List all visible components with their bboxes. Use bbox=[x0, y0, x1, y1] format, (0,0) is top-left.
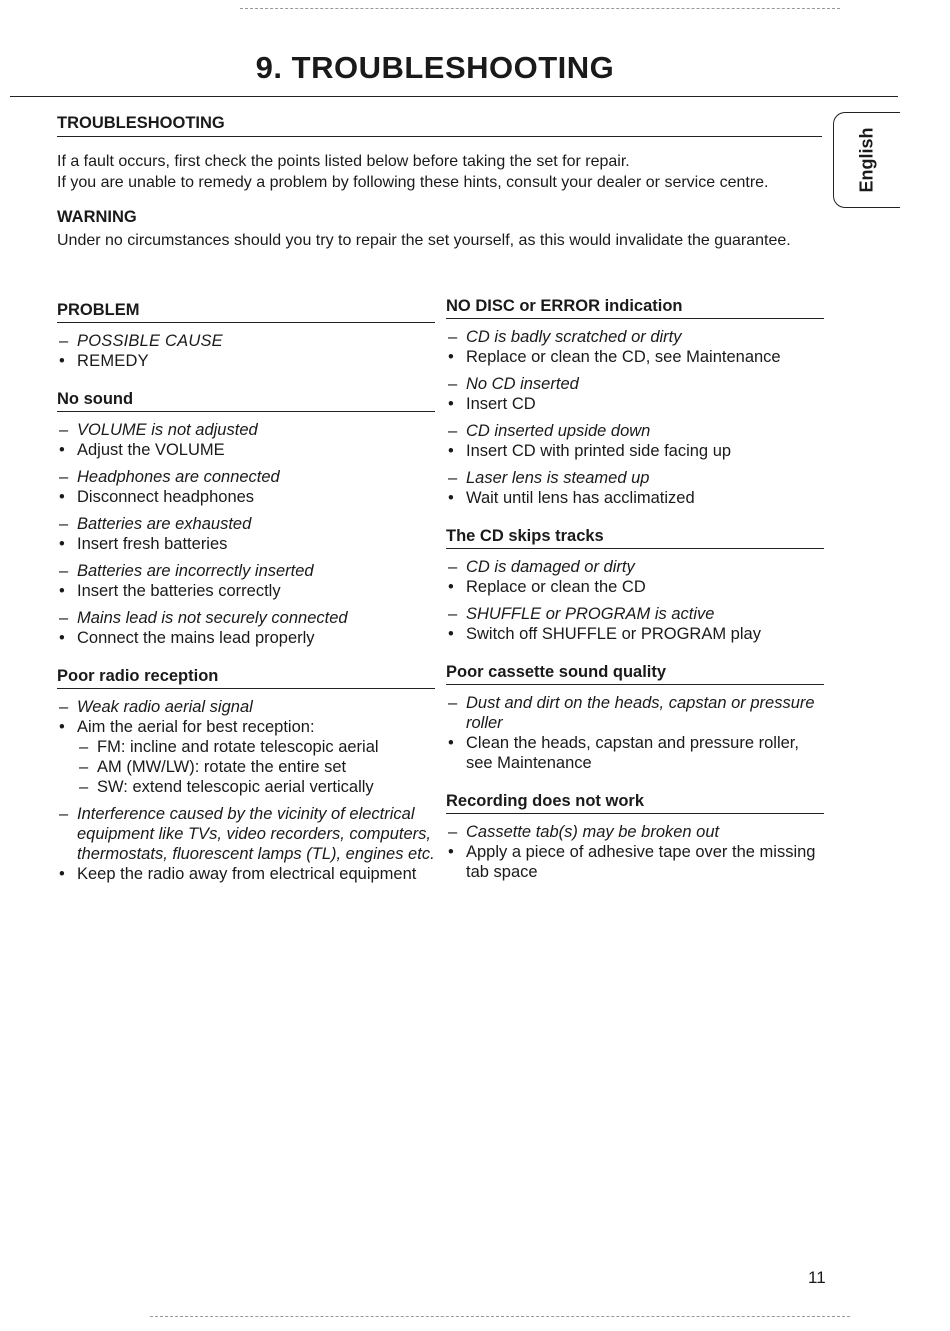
legend-heading: PROBLEM bbox=[57, 300, 435, 323]
cause: – Batteries are incorrectly inserted bbox=[57, 561, 435, 581]
title-rule bbox=[10, 96, 898, 97]
list-item bbox=[57, 561, 435, 601]
remedy: • Insert CD with printed side facing up bbox=[446, 441, 824, 461]
intro-heading: TROUBLESHOOTING bbox=[57, 113, 822, 137]
left-column bbox=[57, 300, 435, 902]
cause: – Mains lead is not securely connected bbox=[57, 608, 435, 628]
legend-cause: – POSSIBLE CAUSE bbox=[57, 331, 435, 351]
poor-radio-block bbox=[57, 666, 435, 884]
cd-skips-block bbox=[446, 526, 824, 644]
cause: – Weak radio aerial signal bbox=[57, 697, 435, 717]
warning-heading: WARNING bbox=[57, 208, 137, 226]
remedy: • Aim the aerial for best reception: bbox=[57, 717, 435, 737]
warning-text: Under no circumstances should you try to repair the set yourself, as this would invalidate the guarantee. bbox=[57, 232, 791, 249]
remedy: • Wait until lens has acclimatized bbox=[446, 488, 824, 508]
scan-mark-top bbox=[240, 8, 840, 9]
cause: – Cassette tab(s) may be broken out bbox=[446, 822, 824, 842]
cause: – CD inserted upside down bbox=[446, 421, 824, 441]
page-number: 11 bbox=[808, 1268, 826, 1287]
remedy: • Replace or clean the CD bbox=[446, 577, 824, 597]
list-item bbox=[446, 468, 824, 508]
cause: – CD is damaged or dirty bbox=[446, 557, 824, 577]
intro-line-2: If you are unable to remedy a problem by following these hints, consult your dealer or service centre. bbox=[57, 174, 769, 191]
cause: – VOLUME is not adjusted bbox=[57, 420, 435, 440]
cause: – Headphones are connected bbox=[57, 467, 435, 487]
no-disc-block bbox=[446, 296, 824, 508]
list-item bbox=[446, 557, 824, 597]
list-item bbox=[57, 514, 435, 554]
cause: – Batteries are exhausted bbox=[57, 514, 435, 534]
cause: – No CD inserted bbox=[446, 374, 824, 394]
list-item bbox=[446, 604, 824, 644]
list-item bbox=[446, 421, 824, 461]
list-item bbox=[57, 608, 435, 648]
legend-block bbox=[57, 300, 435, 371]
remedy: • Disconnect headphones bbox=[57, 487, 435, 507]
sub-item: – AM (MW/LW): rotate the entire set bbox=[57, 757, 435, 777]
list-item bbox=[446, 327, 824, 367]
recording-block bbox=[446, 791, 824, 882]
list-item bbox=[446, 822, 824, 882]
remedy: • Insert fresh batteries bbox=[57, 534, 435, 554]
remedy: • Clean the heads, capstan and pressure roller, see Maintenance bbox=[446, 733, 824, 773]
list-item bbox=[446, 374, 824, 414]
language-tab bbox=[833, 112, 900, 208]
remedy: • Apply a piece of adhesive tape over the missing tab space bbox=[446, 842, 824, 882]
sub-item: – FM: incline and rotate telescopic aerial bbox=[57, 737, 435, 757]
list-item bbox=[57, 804, 435, 884]
page-title: 9. TROUBLESHOOTING bbox=[255, 50, 615, 85]
legend-remedy: • REMEDY bbox=[57, 351, 435, 371]
remedy: • Replace or clean the CD, see Maintenance bbox=[446, 347, 824, 367]
remedy: • Insert the batteries correctly bbox=[57, 581, 435, 601]
remedy: • Keep the radio away from electrical equipment bbox=[57, 864, 435, 884]
sub-item: – SW: extend telescopic aerial vertically bbox=[57, 777, 435, 797]
poor-cassette-heading: Poor cassette sound quality bbox=[446, 662, 824, 685]
right-column bbox=[446, 296, 824, 900]
no-disc-heading: NO DISC or ERROR indication bbox=[446, 296, 824, 319]
intro-section bbox=[57, 113, 822, 251]
list-item bbox=[57, 467, 435, 507]
cause: – Laser lens is steamed up bbox=[446, 468, 824, 488]
cause: – SHUFFLE or PROGRAM is active bbox=[446, 604, 824, 624]
list-item bbox=[57, 420, 435, 460]
list-item bbox=[57, 697, 435, 797]
list-item bbox=[446, 693, 824, 773]
poor-cassette-block bbox=[446, 662, 824, 773]
recording-heading: Recording does not work bbox=[446, 791, 824, 814]
remedy: • Switch off SHUFFLE or PROGRAM play bbox=[446, 624, 824, 644]
remedy: • Adjust the VOLUME bbox=[57, 440, 435, 460]
no-sound-block bbox=[57, 389, 435, 648]
cd-skips-heading: The CD skips tracks bbox=[446, 526, 824, 549]
cause: – CD is badly scratched or dirty bbox=[446, 327, 824, 347]
scan-mark-bottom bbox=[150, 1316, 850, 1317]
language-tab-label: English bbox=[856, 127, 877, 193]
cause: – Dust and dirt on the heads, capstan or pressure roller bbox=[446, 693, 824, 733]
remedy: • Connect the mains lead properly bbox=[57, 628, 435, 648]
no-sound-heading: No sound bbox=[57, 389, 435, 412]
cause: – Interference caused by the vicinity of electrical equipment like TVs, video recorders, computers, thermostats, fluorescent lamps (TL), engines etc. bbox=[57, 804, 435, 864]
poor-radio-heading: Poor radio reception bbox=[57, 666, 435, 689]
intro-line-1: If a fault occurs, first check the points listed below before taking the set for repair. bbox=[57, 153, 630, 170]
remedy: • Insert CD bbox=[446, 394, 824, 414]
